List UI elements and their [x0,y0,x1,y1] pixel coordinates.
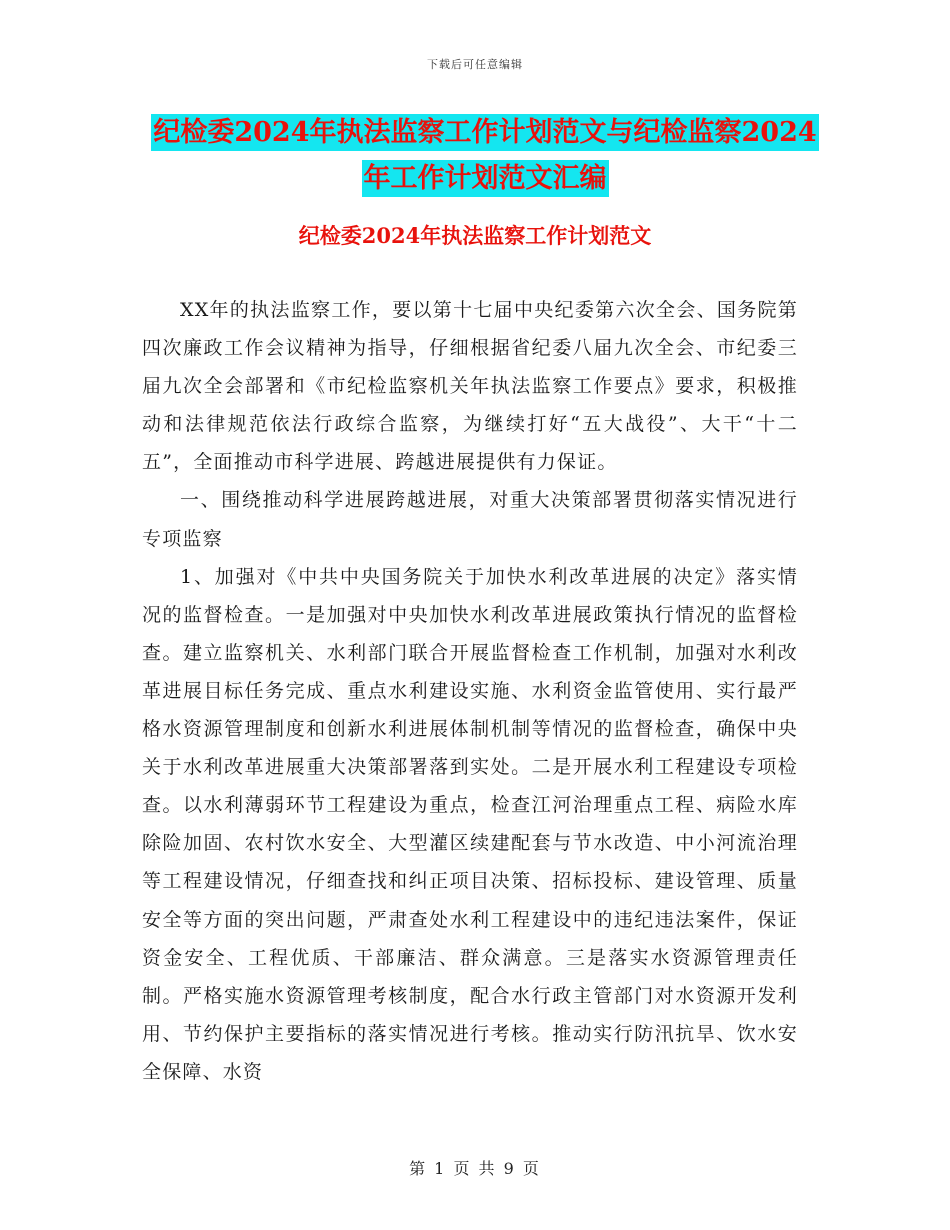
main-title-text: 纪检委2024年执法监察工作计划范文与纪检监察2024年工作计划范文汇编 [151,114,818,197]
body-paragraph: XX年的执法监察工作，要以第十七届中央纪委第六次全会、国务院第四次廉政工作会议精神为指导，仔细根据省纪委八届九次全会、市纪委三届九次全会部署和《市纪检监察机关年执法监察工作要点》要求，积极推动和法律规范依法行政综合监察，为继续打好“五大战役”、大干“十二五”，全面推动市科学进展、跨越进展提供有力保证。 [142,299,798,474]
document-main-title [140,110,830,202]
page-number: 第 1 页 共 9 页 [409,1159,541,1178]
body-paragraph: 一、围绕推动科学进展跨越进展，对重大决策部署贯彻落实情况进行专项监察 [142,489,798,550]
section-title: 纪检委2024年执法监察工作计划范文 [298,223,652,248]
header-note: 下载后可任意编辑 [427,58,523,71]
body-paragraph: 1、加强对《中共中央国务院关于加快水利改革进展的决定》落实情况的监督检查。一是加强对中央加快水利改革进展政策执行情况的监督检查。建立监察机关、水利部门联合开展监督检查工作机制，加强对水利改革进展目标任务完成、重点水利建设实施、水利资金监管使用、实行最严格水资源管理制度和创新水利进展体制机制等情况的监督检查，确保中央关于水利改革进展重大决策部署落到实处。二是开展水利工程建设专项检查。以水利薄弱环节工程建设为重点，检查江河治理重点工程、病险水库除险加固、农村饮水安全、大型灌区续建配套与节水改造、中小河流治理等工程建设情况，仔细查找和纠正项目决策、招标投标、建设管理、质量安全等方面的突出问题，严肃查处水利工程建设中的违纪违法案件，保证资金安全、工程优质、干部廉洁、群众满意。三是落实水资源管理责任制。严格实施水资源管理考核制度，配合水行政主管部门对水资源开发利用、节约保护主要指标的落实情况进行考核。推动实行防汛抗旱、饮水安全保障、水资 [142,565,798,1083]
document-body [142,291,798,1091]
